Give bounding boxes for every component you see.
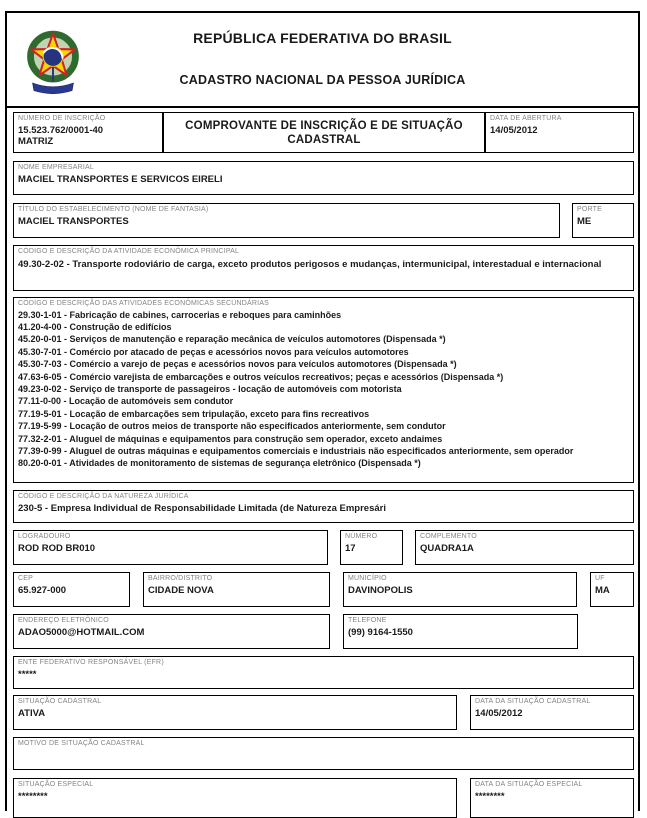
field-numero xyxy=(340,530,403,565)
field-atividades-secundarias xyxy=(13,297,634,483)
activity-item: 77.32-2-01 - Aluguel de máquinas e equipamentos para construção sem operador, exceto andaimes xyxy=(18,433,443,444)
activity-item: 45.30-7-03 - Comércio a varejo de peças e acessórios novos para veículos automotores (Dispensada *) xyxy=(18,359,457,370)
comprovante-title: COMPROVANTE DE INSCRIÇÃO E DE SITUAÇÃO CADASTRAL xyxy=(185,119,463,146)
field-label: CEP xyxy=(18,575,33,582)
field-value: (99) 9164-1550 xyxy=(348,626,413,638)
field-data-abertura xyxy=(485,112,634,153)
field-label: CÓDIGO E DESCRIÇÃO DAS ATIVIDADES ECONÔMICAS SECUNDÁRIAS xyxy=(18,300,270,307)
field-logradouro xyxy=(13,530,328,565)
field-value: 14/05/2012 xyxy=(475,707,523,719)
field-email xyxy=(13,614,330,649)
field-label: UF xyxy=(595,575,605,582)
field-uf xyxy=(590,572,634,607)
field-label: PORTE xyxy=(577,206,602,213)
cnpj-registry-title: CADASTRO NACIONAL DA PESSOA JURÍDICA xyxy=(179,73,466,87)
field-data-situacao-cadastral xyxy=(470,695,634,730)
field-value: CIDADE NOVA xyxy=(148,584,214,596)
republic-title: REPÚBLICA FEDERATIVA DO BRASIL xyxy=(193,30,452,46)
activity-item: 29.30-1-01 - Fabricação de cabines, carrocerias e reboques para caminhões xyxy=(18,309,342,320)
field-value: QUADRA1A xyxy=(420,542,474,554)
field-telefone xyxy=(343,614,578,649)
activity-item: 77.11-0-00 - Locação de automóveis sem condutor xyxy=(18,396,234,407)
field-label: DATA DA SITUAÇÃO ESPECIAL xyxy=(475,781,583,788)
activity-item: 77.19-5-01 - Locação de embarcações sem tripulação, exceto para fins recreativos xyxy=(18,408,370,419)
field-value: DAVINOPOLIS xyxy=(348,584,413,596)
field-motivo-situacao xyxy=(13,737,634,770)
field-label: LOGRADOURO xyxy=(18,533,71,540)
activity-item: 77.19-5-99 - Locação de outros meios de transporte não especificados anteriormente, sem condutor xyxy=(18,421,446,432)
field-data-situacao-especial xyxy=(470,778,634,818)
field-value: 65.927-000 xyxy=(18,584,67,596)
field-label: SITUAÇÃO ESPECIAL xyxy=(18,781,94,788)
field-value: 15.523.762/0001-40 xyxy=(18,124,104,136)
field-value: 49.30-2-02 - Transporte rodoviário de carga, exceto produtos perigosos e mudanças, intermunicipal, interestadual e internacional xyxy=(18,258,602,270)
field-situacao-especial xyxy=(13,778,457,818)
field-value: 17 xyxy=(345,542,356,554)
field-nome-empresarial xyxy=(13,161,634,195)
activity-item: 47.63-6-05 - Comércio varejista de embarcações e outros veículos recreativos; peças e acessórios (Dispensada *) xyxy=(18,371,504,382)
field-numero-inscricao xyxy=(13,112,163,153)
field-label: DATA DE ABERTURA xyxy=(490,115,562,122)
field-natureza-juridica xyxy=(13,490,634,523)
activity-item: 80.20-0-01 - Atividades de monitoramento de sistemas de segurança eletrônico (Dispensada *) xyxy=(18,458,421,469)
header-separator xyxy=(7,106,638,108)
field-label: TELEFONE xyxy=(348,617,387,624)
field-value: MACIEL TRANSPORTES E SERVICOS EIRELI xyxy=(18,173,223,185)
activity-item: 41.20-4-00 - Construção de edifícios xyxy=(18,321,172,332)
field-atividade-principal xyxy=(13,245,634,291)
activity-item: 45.20-0-01 - Serviços de manutenção e reparação mecânica de veículos automotores (Dispensada *) xyxy=(18,334,446,345)
cnpj-document-page xyxy=(5,11,640,811)
activity-item: 77.39-0-99 - Aluguel de outras máquinas e equipamentos comerciais e industriais não especificados anteriormente, sem operador xyxy=(18,445,574,456)
field-value: ******** xyxy=(475,790,505,802)
field-label: SITUAÇÃO CADASTRAL xyxy=(18,698,102,705)
field-value: 14/05/2012 xyxy=(490,124,538,136)
field-cep xyxy=(13,572,130,607)
field-label: NÚMERO xyxy=(345,533,378,540)
field-value: MACIEL TRANSPORTES xyxy=(18,215,129,227)
field-label: CÓDIGO E DESCRIÇÃO DA ATIVIDADE ECONÔMICA PRINCIPAL xyxy=(18,248,240,255)
field-municipio xyxy=(343,572,577,607)
activity-item: 45.30-7-01 - Comércio por atacado de peças e acessórios novos para veículos automotores xyxy=(18,346,409,357)
activity-list xyxy=(18,309,629,470)
activity-item: 49.23-0-02 - Serviço de transporte de passageiros - locação de automóveis com motorista xyxy=(18,383,402,394)
field-label: BAIRRO/DISTRITO xyxy=(148,575,213,582)
field-complemento xyxy=(415,530,634,565)
field-label: ENTE FEDERATIVO RESPONSÁVEL (EFR) xyxy=(18,659,164,666)
field-value: ROD ROD BR010 xyxy=(18,542,96,554)
field-value-matriz: MATRIZ xyxy=(18,136,54,147)
field-value: ATIVA xyxy=(18,707,46,719)
field-nome-fantasia xyxy=(13,203,560,238)
field-porte xyxy=(572,203,634,238)
field-label: MUNICÍPIO xyxy=(348,575,387,582)
field-label: TÍTULO DO ESTABELECIMENTO (NOME DE FANTASIA) xyxy=(18,206,209,213)
field-value: 230-5 - Empresa Individual de Responsabilidade Limitada (de Natureza Empresári xyxy=(18,502,386,514)
field-bairro xyxy=(143,572,330,607)
field-value: ADAO5000@HOTMAIL.COM xyxy=(18,626,145,638)
field-situacao-cadastral xyxy=(13,695,457,730)
field-value: ***** xyxy=(18,668,37,680)
field-value: ME xyxy=(577,215,592,227)
field-efr xyxy=(13,656,634,689)
field-label: COMPLEMENTO xyxy=(420,533,477,540)
field-value: ******** xyxy=(18,790,48,802)
field-label: ENDEREÇO ELETRÔNICO xyxy=(18,617,109,624)
field-value: MA xyxy=(595,584,610,596)
field-label: MOTIVO DE SITUAÇÃO CADASTRAL xyxy=(18,740,145,747)
field-label: NÚMERO DE INSCRIÇÃO xyxy=(18,115,106,122)
field-label: CÓDIGO E DESCRIÇÃO DA NATUREZA JURÍDICA xyxy=(18,493,189,500)
field-label: NOME EMPRESARIAL xyxy=(18,164,94,171)
comprovante-title-box xyxy=(163,112,485,153)
field-label: DATA DA SITUAÇÃO CADASTRAL xyxy=(475,698,591,705)
